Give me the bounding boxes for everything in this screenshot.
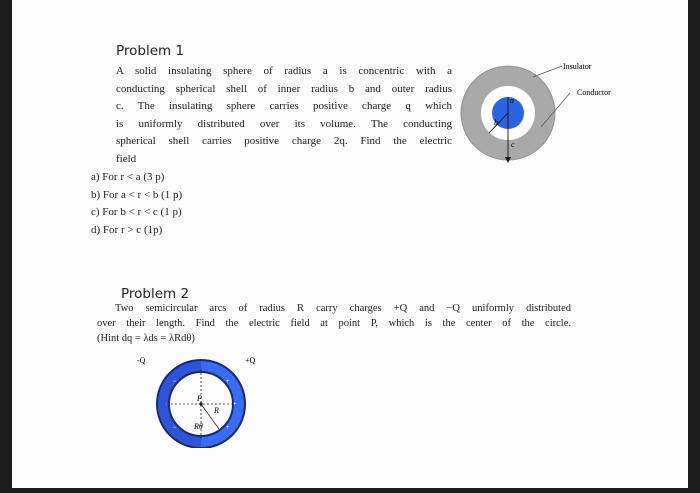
problem1-line: c. The insulating sphere carries positive charge q which	[116, 100, 452, 113]
problem1-heading: Problem 1	[116, 43, 185, 59]
theta-label: Rθ	[194, 422, 203, 431]
insulator-label: Insulator	[563, 62, 592, 71]
insulator-leader	[533, 66, 562, 77]
problem1-line: is uniformly distributed over its volume. The conducting	[116, 117, 452, 130]
problem1-line: field	[116, 152, 137, 165]
semicircular-arcs-figure	[137, 353, 262, 448]
problem1-part: c) For b < r < c (1 p)	[91, 206, 182, 218]
c-label: c	[511, 140, 515, 149]
minus-sign: −	[173, 425, 177, 431]
problem1-part: a) For r < a (3 p)	[91, 171, 165, 183]
concentric-spheres-figure	[452, 55, 642, 185]
problem2-body	[97, 301, 571, 346]
problem1-line: conducting spherical shell of inner radius b and outer radius	[116, 82, 452, 95]
positive-charge-label: +Q	[245, 356, 256, 365]
plus-sign: +	[233, 402, 237, 408]
problem2-line: Two semicircular arcs of radius R carry charges +Q and −Q uniformly distributed	[115, 303, 571, 314]
plus-sign: +	[226, 379, 230, 385]
b-label: b	[494, 118, 498, 127]
problem1-body	[116, 63, 452, 169]
problem2-heading: Problem 2	[121, 286, 190, 302]
r-label: R	[214, 406, 219, 415]
p-label: P	[197, 394, 202, 403]
problem-sheet	[12, 0, 688, 488]
problem1-parts	[91, 169, 182, 239]
a-label: a	[510, 96, 514, 105]
problem1-line: A solid insulating sphere of radius a is concentric with a	[116, 65, 452, 77]
problem1-part: b) For a < r < b (1 p)	[91, 188, 183, 201]
problem2-line: over their length. Find the electric field at point P, which is the center of the circle.	[97, 318, 571, 329]
problem2-line: (Hint dq = λds = λRdθ)	[97, 333, 195, 344]
conductor-label: Conductor	[577, 88, 611, 97]
negative-charge-label: -Q	[137, 356, 146, 365]
plus-sign: +	[226, 425, 230, 431]
minus-sign: −	[173, 379, 177, 385]
problem1-line: spherical shell carries positive charge 2q. Find the electric	[116, 135, 452, 148]
minus-sign: −	[166, 402, 170, 408]
problem1-part: d) For r > c (1p)	[91, 223, 163, 236]
